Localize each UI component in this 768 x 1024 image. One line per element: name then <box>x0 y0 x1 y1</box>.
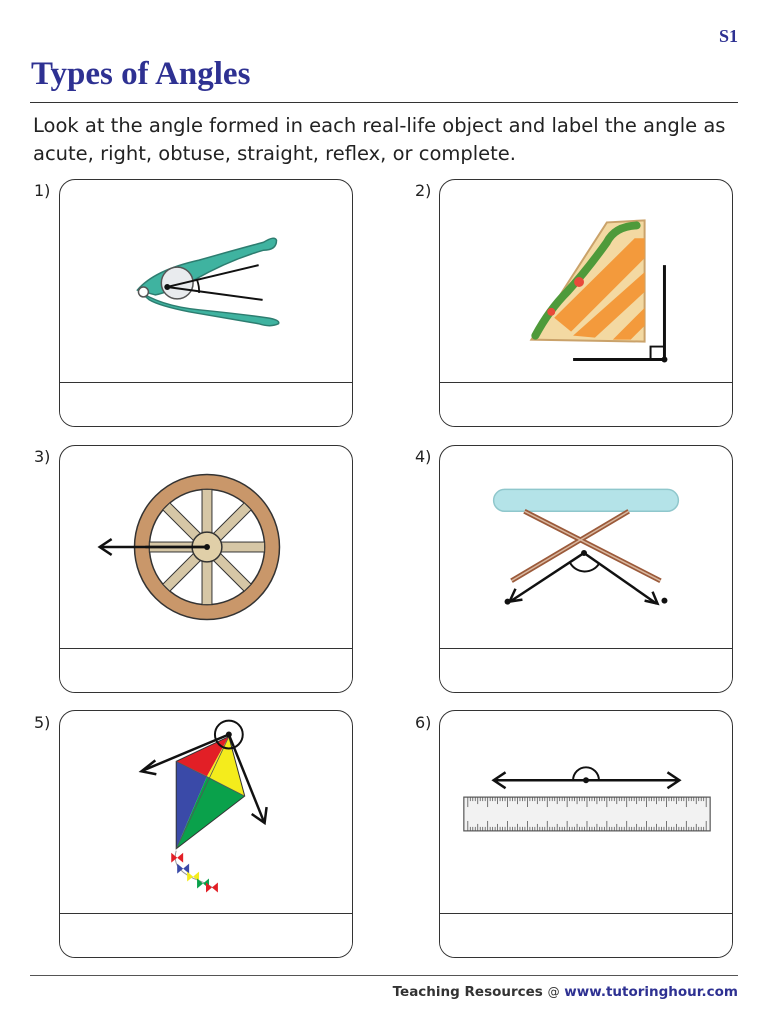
problem-card-6 <box>439 710 733 958</box>
footer <box>393 984 738 1000</box>
footer-at: @ <box>547 985 560 999</box>
ruler-illustration <box>440 711 732 916</box>
problem-card-1 <box>59 179 353 427</box>
footer-divider <box>30 975 738 976</box>
problem-card-4 <box>439 445 733 693</box>
answer-box-6[interactable] <box>440 913 732 957</box>
footer-url[interactable]: www.tutoringhour.com <box>564 984 738 1000</box>
header-divider <box>30 102 738 103</box>
answer-box-5[interactable] <box>60 913 352 957</box>
problem-number-1: 1) <box>34 181 51 200</box>
problem-number-6: 6) <box>415 713 432 732</box>
clothespin-illustration <box>60 180 352 385</box>
problem-card-5 <box>59 710 353 958</box>
problem-number-2: 2) <box>415 181 432 200</box>
answer-box-2[interactable] <box>440 382 732 426</box>
sandwich-illustration <box>440 180 732 385</box>
problem-number-4: 4) <box>415 447 432 466</box>
answer-box-3[interactable] <box>60 648 352 692</box>
worksheet-code: S1 <box>718 26 738 46</box>
problem-card-3 <box>59 445 353 693</box>
problem-card-2 <box>439 179 733 427</box>
problem-number-3: 3) <box>34 447 51 466</box>
wagon-wheel-illustration <box>60 446 352 651</box>
page-title: Types of Angles <box>31 56 251 92</box>
problem-number-5: 5) <box>34 713 51 732</box>
ironing-board-illustration <box>440 446 732 651</box>
kite-illustration <box>60 711 352 916</box>
footer-label: Teaching Resources <box>392 984 543 1000</box>
instructions: Look at the angle formed in each real-life object and label the angle as acute, right, obtuse, straight, reflex, or complete. <box>33 114 726 165</box>
answer-box-4[interactable] <box>440 648 732 692</box>
answer-box-1[interactable] <box>60 382 352 426</box>
